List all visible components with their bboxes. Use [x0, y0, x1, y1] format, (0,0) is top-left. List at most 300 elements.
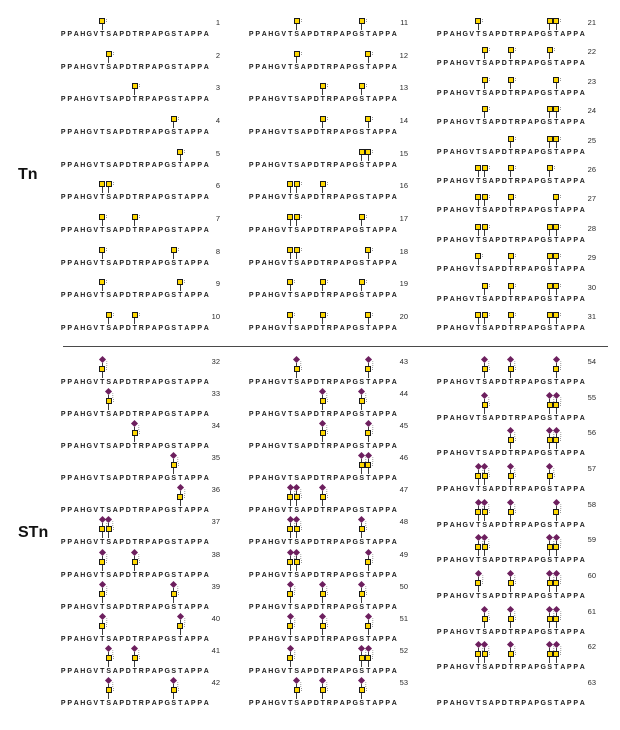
- amino-acid-letter: T: [508, 89, 513, 97]
- amino-acid-letter: R: [138, 475, 144, 483]
- amino-acid-letter: P: [307, 194, 313, 202]
- section-label-stn: STn: [18, 524, 49, 541]
- amino-acid-letter: G: [164, 324, 170, 332]
- amino-acid-letter: H: [456, 324, 462, 332]
- amino-acid-letter: A: [300, 161, 306, 169]
- amino-acid-letter: P: [197, 667, 203, 675]
- amino-acid-letter: A: [151, 507, 157, 515]
- amino-acid-letter: P: [436, 628, 442, 636]
- neu5ac-diamond-icon: [287, 581, 294, 588]
- amino-acid-letter: G: [540, 485, 546, 493]
- glycan-linker-line: [368, 468, 369, 474]
- galnac-square-icon: [508, 312, 514, 318]
- glycan-row: [436, 500, 596, 521]
- amino-acid-letter: H: [80, 539, 86, 547]
- glycan-row: [60, 277, 220, 291]
- amino-acid-letter: S: [482, 628, 488, 636]
- amino-acid-letter: P: [436, 31, 442, 38]
- amino-acid-letter: S: [359, 292, 365, 300]
- galnac-square-icon: [482, 616, 488, 622]
- glycan-linker-line: [549, 550, 550, 556]
- glycopeptide-entry: [60, 614, 220, 645]
- glycan-linker-line: [478, 259, 479, 265]
- amino-acid-letter: G: [352, 635, 358, 643]
- amino-acid-letter: P: [521, 557, 527, 565]
- amino-acid-letter: P: [307, 226, 313, 234]
- amino-acid-letter: P: [333, 194, 339, 202]
- amino-acid-letter: A: [488, 324, 494, 332]
- stn-glycan-icon: [319, 420, 326, 442]
- glycopeptide-entry: [248, 16, 408, 40]
- amino-acid-letter: S: [294, 292, 300, 300]
- galnac-square-icon: [294, 247, 300, 253]
- amino-acid-letter: P: [495, 450, 501, 458]
- amino-acid-letter: S: [359, 226, 365, 234]
- amino-acid-letter: P: [573, 89, 579, 97]
- peptide-sequence: [60, 538, 220, 548]
- amino-acid-letter: P: [385, 699, 391, 707]
- amino-acid-letter: A: [391, 194, 397, 202]
- amino-acid-letter: P: [307, 571, 313, 579]
- amino-acid-letter: H: [456, 31, 462, 38]
- amino-acid-letter: S: [482, 379, 488, 386]
- amino-acid-letter: T: [508, 557, 513, 565]
- amino-acid-letter: V: [469, 592, 475, 600]
- amino-acid-letter: S: [294, 667, 300, 675]
- galnac-square-icon: [508, 616, 514, 622]
- glycan-linker-line: [368, 57, 369, 63]
- amino-acid-letter: P: [145, 324, 151, 332]
- amino-acid-letter: P: [255, 539, 261, 547]
- amino-acid-letter: T: [178, 31, 183, 38]
- stn-glycan-icon: [365, 613, 372, 635]
- amino-acid-letter: S: [547, 177, 553, 185]
- amino-acid-letter: V: [93, 475, 99, 483]
- amino-acid-letter: A: [300, 411, 306, 419]
- amino-acid-letter: R: [326, 475, 332, 483]
- amino-acid-letter: T: [100, 699, 105, 707]
- amino-acid-letter: P: [346, 259, 352, 267]
- amino-acid-letter: D: [501, 295, 507, 303]
- amino-acid-letter: P: [436, 119, 442, 127]
- amino-acid-letter: R: [138, 699, 144, 707]
- amino-acid-letter: P: [443, 60, 449, 68]
- peptide-sequence: [436, 414, 596, 424]
- peptide-sequence: [436, 628, 596, 638]
- glycan-row: [436, 464, 596, 485]
- amino-acid-letter: S: [294, 379, 300, 386]
- amino-acid-letter: A: [527, 177, 533, 185]
- peptide-sequence: [436, 89, 596, 99]
- amino-acid-letter: T: [476, 207, 481, 215]
- amino-acid-letter: P: [119, 128, 125, 136]
- amino-acid-letter: A: [339, 96, 345, 104]
- amino-acid-letter: G: [540, 148, 546, 156]
- peptide-sequence: [436, 324, 596, 334]
- amino-acid-letter: T: [178, 63, 183, 71]
- entry-number: 23: [587, 76, 596, 86]
- amino-acid-letter: T: [320, 194, 325, 202]
- amino-acid-letter: P: [521, 177, 527, 185]
- amino-acid-letter: A: [372, 475, 378, 483]
- entry-number: 11: [400, 18, 408, 27]
- amino-acid-letter: V: [281, 571, 287, 579]
- amino-acid-letter: A: [527, 628, 533, 636]
- amino-acid-letter: A: [560, 414, 566, 422]
- amino-acid-letter: S: [106, 379, 112, 386]
- amino-acid-letter: S: [482, 148, 488, 156]
- neu5ac-diamond-icon: [105, 516, 112, 523]
- amino-acid-letter: D: [125, 699, 131, 707]
- amino-acid-letter: A: [73, 475, 79, 483]
- amino-acid-letter: S: [359, 63, 365, 71]
- amino-acid-letter: P: [495, 699, 501, 707]
- tn-glycan-icon: [99, 214, 106, 226]
- amino-acid-letter: A: [151, 161, 157, 169]
- amino-acid-letter: S: [171, 63, 177, 71]
- amino-acid-letter: P: [307, 411, 313, 419]
- amino-acid-letter: P: [248, 475, 254, 483]
- amino-acid-letter: A: [449, 236, 455, 244]
- amino-acid-letter: P: [385, 539, 391, 547]
- amino-acid-letter: P: [255, 31, 261, 38]
- amino-acid-letter: P: [346, 603, 352, 611]
- amino-acid-letter: A: [112, 379, 118, 386]
- stn-glycan-icon: [553, 641, 560, 663]
- stn-glycan-icon: [319, 484, 326, 506]
- amino-acid-letter: P: [119, 96, 125, 104]
- amino-acid-letter: A: [449, 557, 455, 565]
- amino-acid-letter: A: [449, 664, 455, 672]
- amino-acid-letter: A: [488, 266, 494, 274]
- amino-acid-letter: V: [93, 292, 99, 300]
- amino-acid-letter: T: [178, 507, 183, 515]
- tn-columns: [60, 16, 596, 334]
- glycan-row: [60, 179, 220, 193]
- amino-acid-letter: G: [352, 292, 358, 300]
- neu5ac-diamond-icon: [507, 641, 514, 648]
- stn-glycan-icon: [293, 484, 300, 506]
- tn-glycan-icon: [287, 312, 294, 324]
- amino-acid-letter: P: [158, 194, 164, 202]
- amino-acid-letter: S: [106, 475, 112, 483]
- glycan-linker-line: [361, 532, 362, 538]
- entry-number: 27: [587, 194, 596, 204]
- amino-acid-letter: S: [294, 324, 300, 332]
- glycopeptide-entry: [60, 550, 220, 581]
- glycan-linker-line: [549, 318, 550, 324]
- amino-acid-letter: G: [86, 128, 92, 136]
- amino-acid-letter: P: [521, 295, 527, 303]
- amino-acid-letter: A: [151, 96, 157, 104]
- galnac-square-icon: [553, 366, 559, 372]
- amino-acid-letter: D: [313, 571, 319, 579]
- amino-acid-letter: V: [469, 450, 475, 458]
- amino-acid-letter: P: [534, 324, 540, 332]
- amino-acid-letter: P: [119, 31, 125, 38]
- amino-acid-letter: G: [352, 324, 358, 332]
- amino-acid-letter: A: [261, 128, 267, 136]
- amino-acid-letter: H: [456, 699, 462, 707]
- amino-acid-letter: G: [462, 207, 468, 215]
- entry-number: 36: [211, 485, 220, 495]
- amino-acid-letter: P: [534, 450, 540, 458]
- amino-acid-letter: P: [255, 194, 261, 202]
- amino-acid-letter: G: [462, 664, 468, 672]
- amino-acid-letter: A: [203, 161, 209, 169]
- amino-acid-letter: D: [313, 411, 319, 419]
- glycan-linker-line: [102, 24, 103, 30]
- amino-acid-letter: A: [527, 485, 533, 493]
- amino-acid-letter: H: [80, 292, 86, 300]
- glycan-linker-line: [173, 693, 174, 699]
- amino-acid-letter: A: [391, 31, 397, 38]
- amino-acid-letter: S: [547, 414, 553, 422]
- glycan-row: [60, 485, 220, 506]
- amino-acid-letter: T: [554, 521, 559, 529]
- glycopeptide-entry: [436, 192, 596, 216]
- glycan-linker-line: [556, 586, 557, 592]
- amino-acid-letter: A: [339, 324, 345, 332]
- amino-acid-letter: T: [178, 96, 183, 104]
- amino-acid-letter: P: [346, 635, 352, 643]
- glycan-linker-line: [290, 253, 291, 259]
- amino-acid-letter: A: [300, 699, 306, 707]
- amino-acid-letter: A: [184, 128, 190, 136]
- amino-acid-letter: A: [391, 292, 397, 300]
- amino-acid-letter: P: [255, 259, 261, 267]
- peptide-sequence: [248, 571, 408, 581]
- amino-acid-letter: S: [547, 31, 553, 38]
- amino-acid-letter: P: [158, 539, 164, 547]
- neu5ac-diamond-icon: [507, 606, 514, 613]
- neu5ac-diamond-icon: [553, 570, 560, 577]
- amino-acid-letter: P: [566, 177, 572, 185]
- glycan-row: [248, 389, 408, 410]
- amino-acid-letter: A: [391, 161, 397, 169]
- amino-acid-letter: P: [333, 603, 339, 611]
- amino-acid-letter: A: [339, 194, 345, 202]
- glycopeptide-entry: [60, 517, 220, 548]
- amino-acid-letter: A: [151, 443, 157, 451]
- amino-acid-letter: A: [261, 324, 267, 332]
- amino-acid-letter: P: [534, 236, 540, 244]
- amino-acid-letter: P: [67, 226, 73, 234]
- amino-acid-letter: G: [352, 63, 358, 71]
- amino-acid-letter: P: [378, 226, 384, 234]
- amino-acid-letter: T: [100, 292, 105, 300]
- amino-acid-letter: S: [547, 379, 553, 386]
- entry-number: 17: [399, 213, 408, 223]
- amino-acid-letter: H: [268, 96, 274, 104]
- amino-acid-letter: A: [339, 161, 345, 169]
- amino-acid-letter: R: [514, 628, 520, 636]
- amino-acid-letter: P: [190, 571, 196, 579]
- amino-acid-letter: T: [476, 60, 481, 68]
- amino-acid-letter: D: [313, 226, 319, 234]
- amino-acid-letter: H: [456, 119, 462, 127]
- amino-acid-letter: D: [125, 411, 131, 419]
- amino-acid-letter: H: [456, 557, 462, 565]
- amino-acid-letter: P: [119, 411, 125, 419]
- amino-acid-letter: A: [339, 411, 345, 419]
- amino-acid-letter: A: [261, 635, 267, 643]
- glycopeptide-entry: [436, 428, 596, 459]
- amino-acid-letter: P: [255, 292, 261, 300]
- amino-acid-letter: S: [106, 507, 112, 515]
- neu5ac-diamond-icon: [481, 392, 488, 399]
- amino-acid-letter: V: [469, 485, 475, 493]
- glycan-linker-line: [484, 372, 485, 378]
- galnac-square-icon: [106, 687, 112, 693]
- amino-acid-letter: S: [482, 521, 488, 529]
- glycan-linker-line: [180, 629, 181, 635]
- amino-acid-letter: P: [145, 292, 151, 300]
- amino-acid-letter: A: [151, 635, 157, 643]
- amino-acid-letter: P: [248, 667, 254, 675]
- amino-acid-letter: S: [482, 119, 488, 127]
- amino-acid-letter: T: [554, 557, 559, 565]
- glycan-linker-line: [478, 318, 479, 324]
- glycan-linker-line: [549, 171, 550, 177]
- glycan-linker-line: [296, 693, 297, 699]
- amino-acid-letter: S: [547, 119, 553, 127]
- amino-acid-letter: A: [184, 667, 190, 675]
- amino-acid-letter: A: [560, 592, 566, 600]
- glycan-linker-line: [510, 479, 511, 485]
- amino-acid-letter: R: [326, 411, 332, 419]
- amino-acid-letter: P: [145, 31, 151, 38]
- glycan-linker-line: [549, 24, 550, 30]
- amino-acid-letter: P: [190, 667, 196, 675]
- amino-acid-letter: R: [514, 592, 520, 600]
- galnac-square-icon: [320, 312, 326, 318]
- peptide-sequence: [60, 30, 220, 40]
- amino-acid-letter: P: [521, 148, 527, 156]
- amino-acid-letter: G: [352, 475, 358, 483]
- amino-acid-letter: P: [248, 635, 254, 643]
- amino-acid-letter: A: [73, 411, 79, 419]
- glycopeptide-entry: [248, 485, 408, 516]
- amino-acid-letter: P: [197, 507, 203, 515]
- tn-glycan-icon: [553, 312, 560, 324]
- amino-acid-letter: S: [171, 667, 177, 675]
- amino-acid-letter: P: [436, 379, 442, 386]
- amino-acid-letter: P: [573, 295, 579, 303]
- amino-acid-letter: P: [190, 96, 196, 104]
- amino-acid-letter: R: [326, 603, 332, 611]
- amino-acid-letter: P: [60, 475, 66, 483]
- amino-acid-letter: A: [372, 194, 378, 202]
- amino-acid-letter: A: [579, 414, 585, 422]
- amino-acid-letter: P: [190, 443, 196, 451]
- amino-acid-letter: A: [391, 324, 397, 332]
- stn-glycan-icon: [553, 356, 560, 378]
- glycan-linker-line: [549, 408, 550, 414]
- entry-number: 49: [399, 549, 408, 559]
- glycopeptide-entry: [248, 310, 408, 334]
- amino-acid-letter: P: [333, 411, 339, 419]
- amino-acid-letter: A: [527, 236, 533, 244]
- amino-acid-letter: P: [385, 379, 391, 386]
- tn-glycan-icon: [365, 149, 372, 161]
- amino-acid-letter: P: [255, 635, 261, 643]
- amino-acid-letter: P: [255, 603, 261, 611]
- amino-acid-letter: P: [145, 507, 151, 515]
- amino-acid-letter: P: [378, 507, 384, 515]
- amino-acid-letter: A: [579, 521, 585, 529]
- amino-acid-letter: P: [443, 485, 449, 493]
- amino-acid-letter: P: [378, 31, 384, 38]
- amino-acid-letter: T: [508, 236, 513, 244]
- glycan-linker-line: [290, 629, 291, 635]
- amino-acid-letter: T: [288, 539, 293, 547]
- amino-acid-letter: A: [527, 557, 533, 565]
- amino-acid-letter: A: [527, 414, 533, 422]
- galnac-square-icon: [106, 181, 112, 187]
- section-divider: [63, 346, 608, 347]
- amino-acid-letter: P: [197, 292, 203, 300]
- amino-acid-letter: A: [560, 699, 566, 707]
- amino-acid-letter: S: [294, 96, 300, 104]
- galnac-square-icon: [482, 47, 488, 53]
- amino-acid-letter: V: [469, 60, 475, 68]
- amino-acid-letter: P: [333, 699, 339, 707]
- amino-acid-letter: T: [178, 259, 183, 267]
- amino-acid-letter: S: [547, 485, 553, 493]
- glycan-linker-line: [108, 318, 109, 324]
- galnac-square-icon: [294, 214, 300, 220]
- amino-acid-letter: P: [255, 63, 261, 71]
- entry-number: 9: [215, 279, 220, 289]
- neu5ac-diamond-icon: [131, 549, 138, 556]
- amino-acid-letter: P: [197, 635, 203, 643]
- tn-glycan-icon: [481, 194, 488, 206]
- amino-acid-letter: T: [178, 443, 183, 451]
- amino-acid-letter: S: [547, 699, 553, 707]
- peptide-sequence: [436, 521, 596, 531]
- amino-acid-letter: P: [436, 485, 442, 493]
- amino-acid-letter: S: [106, 699, 112, 707]
- galnac-square-icon: [106, 312, 112, 318]
- amino-acid-letter: T: [554, 324, 559, 332]
- tn-glycan-icon: [481, 283, 488, 295]
- amino-acid-letter: A: [151, 324, 157, 332]
- amino-acid-letter: P: [521, 521, 527, 529]
- galnac-square-icon: [553, 616, 559, 622]
- galnac-square-icon: [359, 687, 365, 693]
- amino-acid-letter: G: [352, 603, 358, 611]
- glycan-row: [60, 114, 220, 128]
- amino-acid-letter: P: [521, 60, 527, 68]
- amino-acid-letter: A: [449, 628, 455, 636]
- amino-acid-letter: A: [579, 628, 585, 636]
- amino-acid-letter: P: [436, 521, 442, 529]
- amino-acid-letter: T: [508, 295, 513, 303]
- glycopeptide-entry: [248, 81, 408, 105]
- amino-acid-letter: H: [456, 379, 462, 386]
- neu5ac-diamond-icon: [481, 641, 488, 648]
- amino-acid-letter: A: [488, 450, 494, 458]
- amino-acid-letter: P: [378, 635, 384, 643]
- amino-acid-letter: P: [573, 485, 579, 493]
- amino-acid-letter: P: [346, 507, 352, 515]
- amino-acid-letter: T: [476, 557, 481, 565]
- peptide-sequence: [436, 449, 596, 459]
- galnac-square-icon: [508, 366, 514, 372]
- amino-acid-letter: G: [164, 443, 170, 451]
- amino-acid-letter: A: [449, 31, 455, 38]
